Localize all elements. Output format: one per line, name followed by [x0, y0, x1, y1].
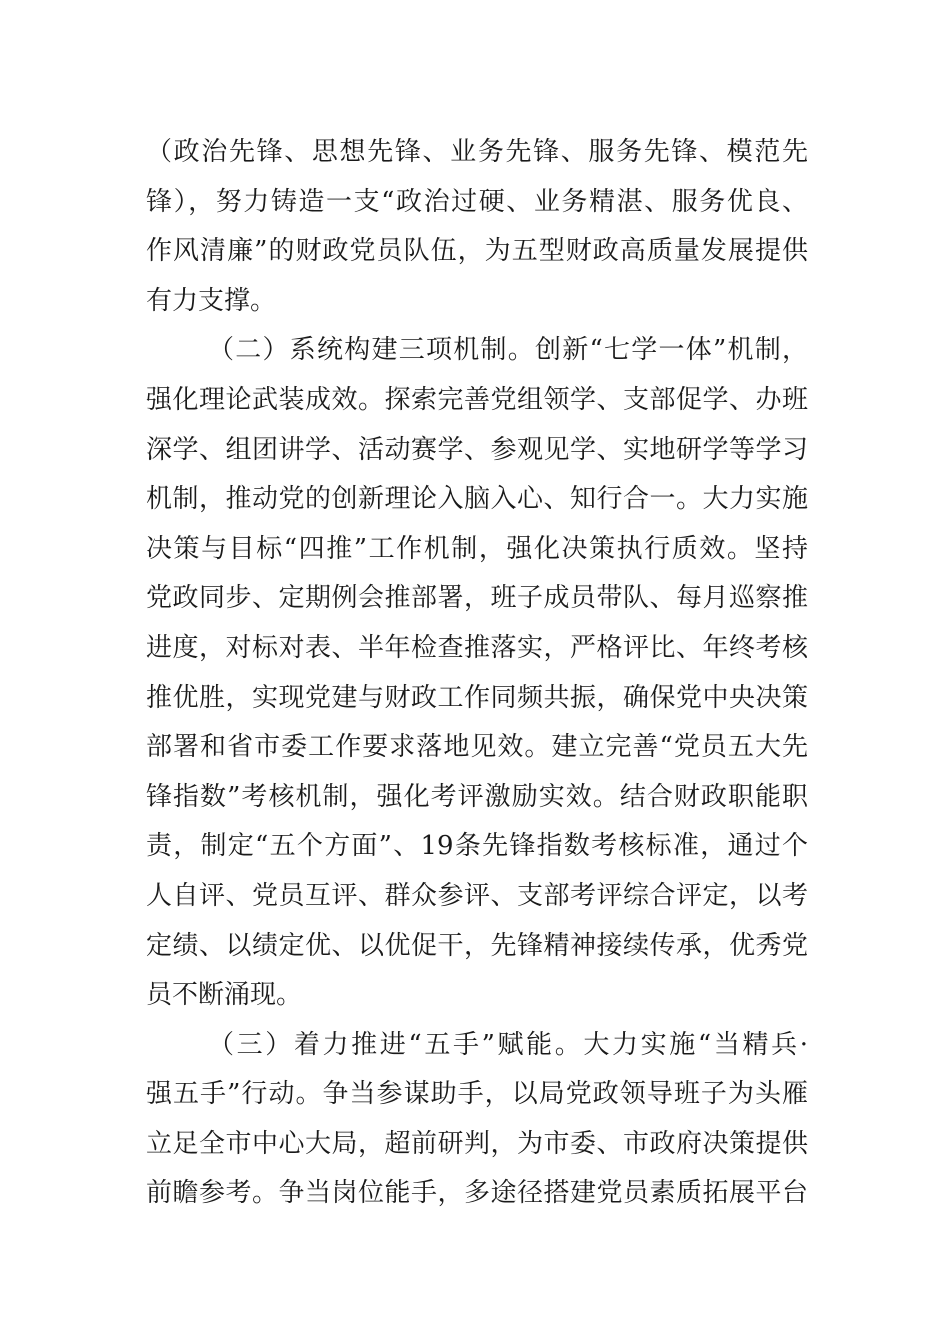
text-line: 定绩、以绩定优、以优促干，先锋精神接续传承，优秀党: [146, 930, 808, 961]
text-line: 锋），努力铸造一支“政治过硬、业务精湛、服务优良、: [146, 186, 808, 217]
text-line: 有力支撑。: [146, 285, 277, 316]
text-line: 员不断涌现。: [146, 980, 303, 1011]
text-line: （三）着力推进“五手”赋能。大力实施“当精兵·: [208, 1029, 808, 1060]
text-line: 锋指数”考核机制，强化考评激励实效。结合财政职能职: [146, 781, 808, 812]
document-body: [146, 128, 808, 1219]
text-line: （政治先锋、思想先锋、业务先锋、服务先锋、模范先: [146, 137, 808, 167]
text-line: 强化理论武装成效。探索完善党组领学、支部促学、办班: [146, 384, 808, 415]
text-line: 进度，对标对表、半年检查推落实，严格评比、年终考核: [146, 632, 808, 663]
text-line: 立足全市中心大局，超前研判，为市委、市政府决策提供: [146, 1128, 808, 1159]
text-line: 部署和省市委工作要求落地见效。建立完善“党员五大先: [146, 732, 808, 763]
text-line: （二）系统构建三项机制。创新“七学一体”机制，: [208, 335, 808, 366]
text-line: 责，制定“五个方面”、19条先锋指数考核标准，通过个: [146, 831, 808, 862]
text-line: 深学、组团讲学、活动赛学、参观见学、实地研学等学习: [146, 434, 808, 465]
text-line: 人自评、党员互评、群众参评、支部考评综合评定，以考: [146, 880, 808, 911]
text-line: 作风清廉”的财政党员队伍，为五型财政高质量发展提供: [146, 236, 808, 267]
text-line: 机制，推动党的创新理论入脑入心、知行合一。大力实施: [146, 484, 808, 515]
text-line: 决策与目标“四推”工作机制，强化决策执行质效。坚持: [146, 533, 808, 564]
text-line: 推优胜，实现党建与财政工作同频共振，确保党中央决策: [146, 682, 808, 713]
text-line: 前瞻参考。争当岗位能手，多途径搭建党员素质拓展平台: [146, 1178, 808, 1209]
text-line: 党政同步、定期例会推部署，班子成员带队、每月巡察推: [146, 583, 808, 614]
text-line: 强五手”行动。争当参谋助手，以局党政领导班子为头雁: [146, 1079, 808, 1110]
